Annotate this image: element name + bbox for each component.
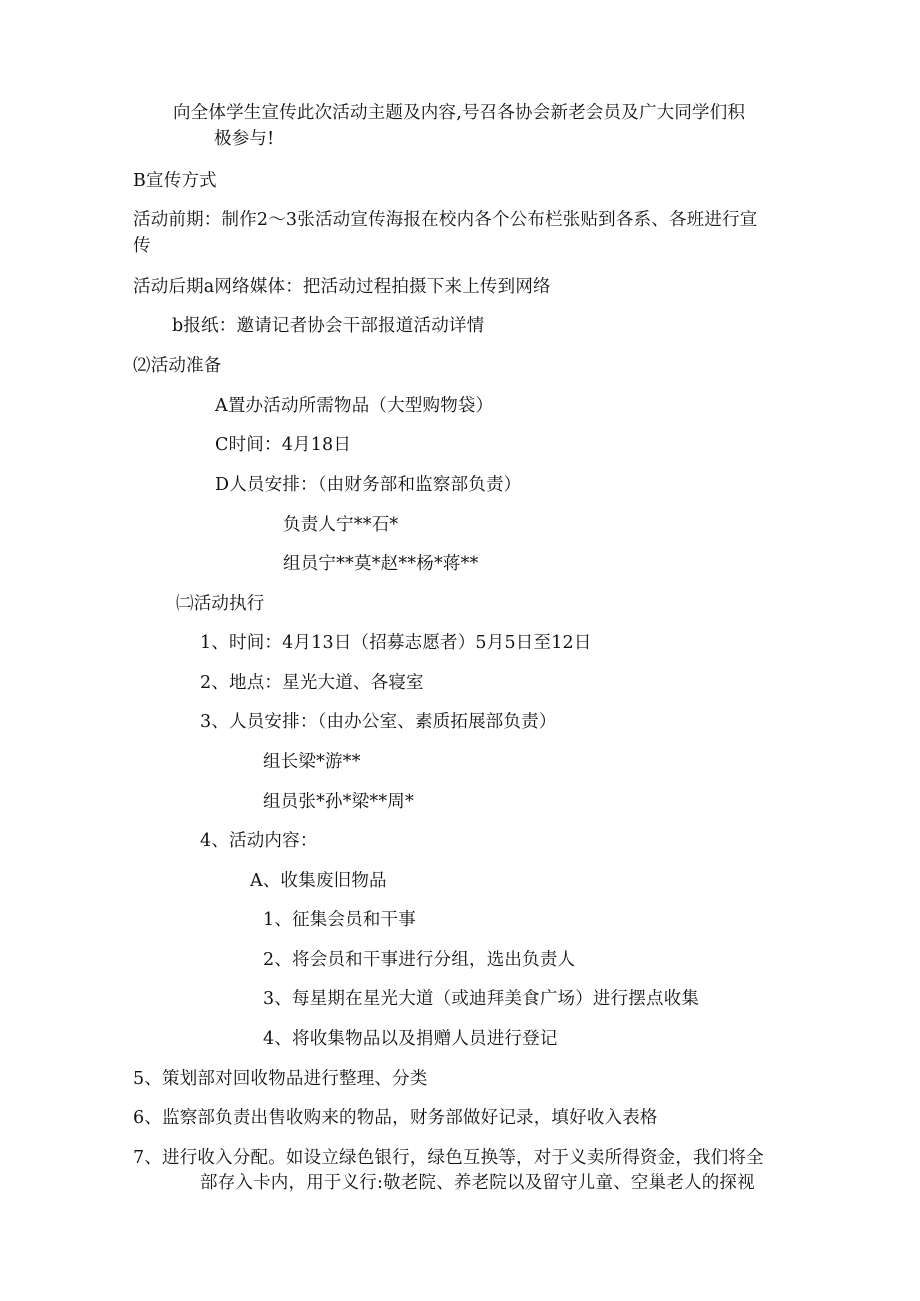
text-line-27: 6、监察部负责出售收购来的物品，财务部做好记录，填好收入表格	[133, 1108, 658, 1128]
text-line-28: 7、进行收入分配。如设立绿色银行，绿色互换等，对于义卖所得资金，我们将全	[133, 1148, 764, 1168]
text-line-18: 组长梁*游**	[263, 752, 361, 772]
text-line-2: 极参与!	[214, 129, 275, 149]
text-line-6: 活动后期a网络媒体：把活动过程拍摄下来上传到网络	[133, 277, 551, 297]
text-line-9: A置办活动所需物品（大型购物袋）	[215, 396, 494, 416]
text-line-13: 组员宁**莫*赵**杨*蒋**	[283, 554, 479, 574]
text-line-1: 向全体学生宣传此次活动主题及内容,号召各协会新老会员及广大同学们积	[173, 103, 746, 123]
text-line-19: 组员张*孙*梁**周*	[263, 792, 414, 812]
text-line-17: 3、人员安排：（由办公室、素质拓展部负责）	[200, 712, 557, 732]
text-line-25: 4、将收集物品以及捐赠人员进行登记	[263, 1029, 558, 1049]
text-line-20: 4、活动内容：	[200, 831, 318, 851]
text-line-24: 3、每星期在星光大道（或迪拜美食广场）进行摆点收集	[263, 989, 700, 1009]
text-line-5: 传	[133, 236, 151, 256]
text-line-4: 活动前期：制作2～3张活动宣传海报在校内各个公布栏张贴到各系、各班进行宣	[133, 210, 758, 230]
text-line-12: 负责人宁**石*	[283, 515, 399, 535]
section-heading-preparation: ⑵活动准备	[133, 356, 222, 376]
text-line-29: 部存入卡内，用于义行:敬老院、养老院以及留守儿童、空巢老人的探视	[200, 1173, 755, 1193]
text-line-11: D人员安排：（由财务部和监察部负责）	[215, 475, 522, 495]
text-line-16: 2、地点：星光大道、各寝室	[200, 673, 424, 693]
text-line-7: b报纸：邀请记者协会干部报道活动详情	[172, 316, 485, 336]
text-line-15: 1、时间：4月13日（招募志愿者）5月5日至12日	[200, 633, 592, 653]
section-heading-execution: ㈡活动执行	[176, 594, 265, 614]
text-line-22: 1、征集会员和干事	[263, 910, 416, 930]
text-line-10: C时间：4月18日	[215, 435, 352, 455]
section-heading-publicity-method: B宣传方式	[133, 171, 217, 191]
text-line-26: 5、策划部对回收物品进行整理、分类	[133, 1069, 428, 1089]
text-line-21: A、收集废旧物品	[250, 871, 387, 891]
text-line-23: 2、将会员和干事进行分组，选出负责人	[263, 950, 576, 970]
